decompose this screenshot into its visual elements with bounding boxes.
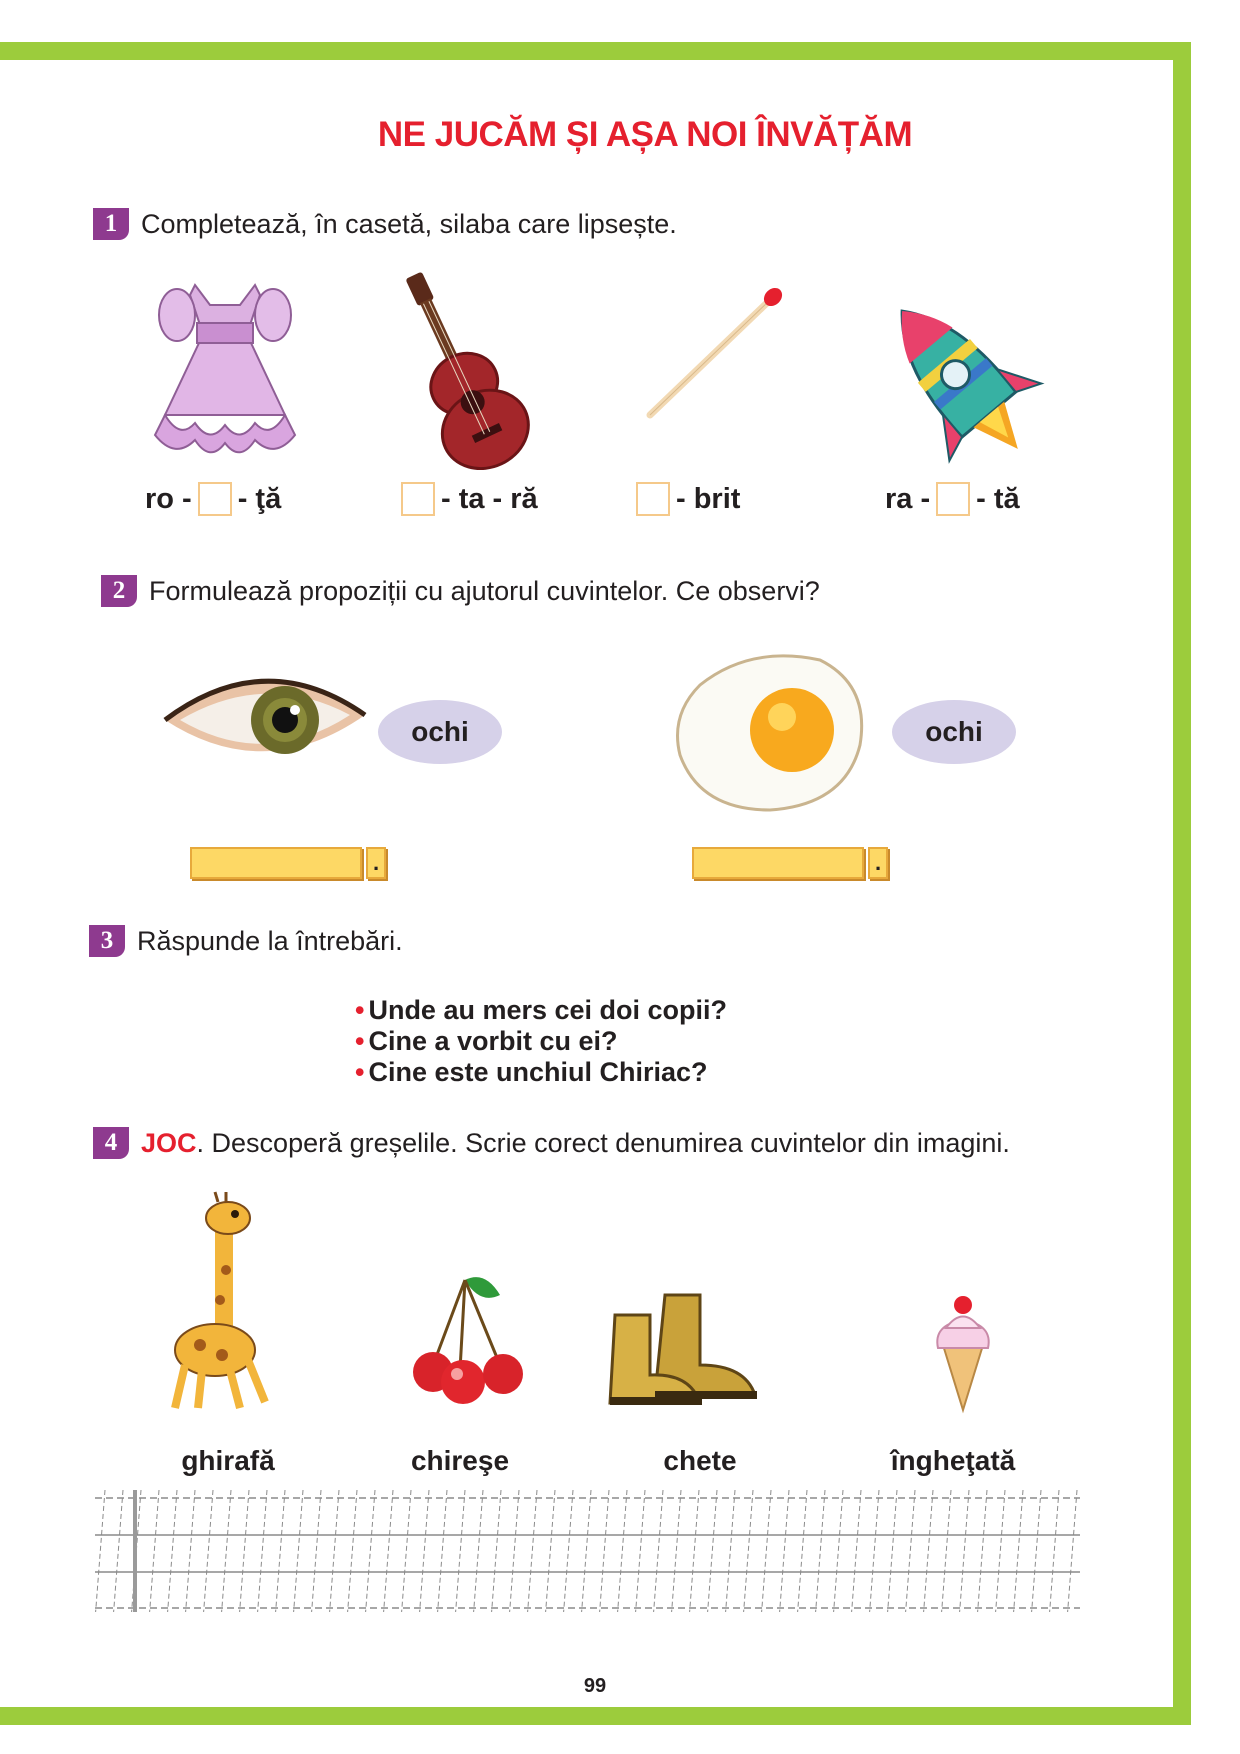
syllable-after: - ta - ră bbox=[441, 482, 538, 515]
bullet: • bbox=[355, 995, 365, 1025]
missing-syllable-box[interactable] bbox=[401, 482, 435, 516]
boots-picture bbox=[605, 1285, 780, 1410]
syllable-before: ra - bbox=[885, 482, 931, 515]
page-number: 99 bbox=[583, 1675, 607, 1697]
question-text: Cine a vorbit cu ei? bbox=[368, 1026, 618, 1056]
missing-syllable-box[interactable] bbox=[936, 482, 970, 516]
dress-picture bbox=[135, 275, 315, 465]
rocket-picture bbox=[860, 285, 1060, 475]
task-3-heading bbox=[89, 925, 403, 957]
task-3-instruction: Răspunde la întrebări. bbox=[137, 925, 403, 956]
task-1-heading bbox=[93, 208, 677, 240]
page-frame-top bbox=[0, 42, 1190, 60]
syllable-after: - brit bbox=[676, 482, 741, 515]
task-4-instruction: . Descoperă greșelile. Scrie corect denumirea cuvintelor din imagini. bbox=[196, 1127, 1010, 1158]
giraffe-picture bbox=[160, 1190, 285, 1415]
task-1-instruction: Completează, în casetă, silaba care lipsește. bbox=[141, 208, 677, 239]
sentence-end-mark: . bbox=[366, 847, 386, 879]
task-number-badge: 3 bbox=[89, 925, 125, 957]
missing-syllable-box[interactable] bbox=[198, 482, 232, 516]
sentence-answer-field[interactable] bbox=[692, 847, 864, 879]
fried-egg-picture bbox=[670, 645, 870, 815]
word-oval: ochi bbox=[892, 700, 1016, 764]
task-4-heading bbox=[93, 1127, 1010, 1159]
misspelled-word: ghirafă bbox=[181, 1445, 275, 1476]
page-title: NE JUCĂM ȘI AȘA NOI ÎNVĂȚĂM bbox=[377, 115, 913, 154]
syllable-after: - ţă bbox=[237, 482, 282, 515]
task-number-badge: 4 bbox=[93, 1127, 129, 1159]
task-number-badge: 1 bbox=[93, 208, 129, 240]
handwriting-lines[interactable] bbox=[95, 1490, 1085, 1620]
ice-cream-picture bbox=[928, 1290, 998, 1415]
page-frame-right bbox=[1173, 42, 1191, 1725]
task-2-heading bbox=[101, 575, 820, 607]
match-picture bbox=[640, 285, 790, 425]
word-oval: ochi bbox=[378, 700, 502, 764]
syllable-row-dress bbox=[145, 482, 281, 516]
misspelled-word: îngheţată bbox=[890, 1445, 1016, 1476]
bullet: • bbox=[355, 1057, 365, 1087]
task-2-instruction: Formulează propoziții cu ajutorul cuvintelor. Ce observi? bbox=[149, 575, 820, 606]
missing-syllable-box[interactable] bbox=[636, 482, 670, 516]
question-list bbox=[355, 995, 727, 1088]
question-item bbox=[355, 1057, 727, 1088]
syllable-row-match bbox=[630, 482, 740, 516]
syllable-row-guitar bbox=[395, 482, 538, 516]
task-number-badge: 2 bbox=[101, 575, 137, 607]
misspelled-word: chireşe bbox=[410, 1445, 510, 1476]
cherries-picture bbox=[405, 1270, 530, 1405]
syllable-row-rocket bbox=[885, 482, 1020, 516]
page-frame-bottom bbox=[0, 1707, 1190, 1725]
question-text: Cine este unchiul Chiriac? bbox=[368, 1057, 708, 1087]
bullet: • bbox=[355, 1026, 365, 1056]
syllable-before: ro - bbox=[145, 482, 192, 515]
guitar-picture bbox=[385, 265, 535, 475]
syllable-after: - tă bbox=[976, 482, 1020, 515]
question-item bbox=[355, 995, 727, 1026]
sentence-answer-field[interactable] bbox=[190, 847, 362, 879]
game-label: JOC bbox=[141, 1127, 197, 1158]
sentence-end-mark: . bbox=[868, 847, 888, 879]
misspelled-word: chete bbox=[663, 1445, 737, 1476]
question-text: Unde au mers cei doi copii? bbox=[368, 995, 728, 1025]
question-item bbox=[355, 1026, 727, 1057]
eye-picture bbox=[160, 665, 370, 780]
